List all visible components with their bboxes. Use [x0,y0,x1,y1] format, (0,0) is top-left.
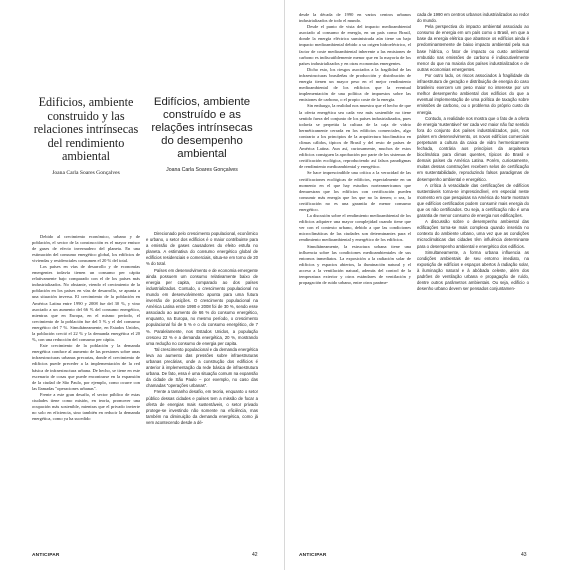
paragraph: Simultaneamente, a forma urbana influencia as condições ambientais de seu entorno imediato, na exposição de edifícios e espaços abertos à radiação solar, à iluminação natural e à abóbada celeste, além dos padrões de ventilação urbana e propagação de ruído, dentre outros parâmetros ambientais. Ou seja, edifício o desenho urbano devem ser pensados conjuntamen- [417,249,529,292]
page-number: 42 [252,552,258,558]
article-title-pt: Edifícios, ambiente construído e as relações intrínsecas do desempenho ambiental [151,96,253,160]
paragraph: Debido al crecimiento económico, urbano y de población, el sector de la construcción es el mayor emisor de gases de efecto invernadero del planeta. En una estimación del consumo energético global, los edificios de viviendas y residenciales consumen el 20 % del total. [32,233,140,263]
author-es: Joana Carla Soares Gonçalves [52,169,120,176]
paragraph: Países em desenvolvimento e de economia emergente ainda possuem um consumo relativamente baixo de energia per capita, comparado ao dos países industrializados. Contudo, o crescimento populacional no mundo em desenvolvimento aponta para uma futura inversão de posições. O crescimento populacional na América Latina entre 1990 e 2008 foi de 30 %, sendo esse associado ao aumento de 66 % do consumo energético, enquanto, na Europa, no mesmo período, o crescimento populacional foi de 5 % e o do consumo energético, de 7 %. Paralelamente, nos Estados Unidos, a população cresceu 22 % e a demanda energética, 20 %, mostrando uma redução no consumo de energia per capita. [146,267,258,346]
paragraph: desde la década de 1990 en varios centros urbanos industrializados de todo el mundo. [299,12,411,24]
paragraph: Dicho esto, los riesgos asociados a la fragilidad de las infraestructuras brasileñas de producción y distribución de energía tienen un mayor peso en el mejor rendimiento medioambiental de los edificios que la eventual implementación de una política de impuestos sobre las emisiones de carbono, o el propio coste de la energía. [299,66,411,103]
paragraph: Simultáneamente, la estructura urbana tiene una influencia sobre las condiciones medioambientales de sus entornos inmediatos. La exposición a la radiación solar de edificios y espacios abiertos, la iluminación natural y el acceso a la ventilación natural, además del control de la temperatura exterior y otros estándares de ventilación y propagación de ruido urbano, entre otros paráme- [299,243,411,286]
footer-brand: ANTICIPAR [299,553,327,558]
paragraph: Tal crescimento populacional e da demanda energética leva ao aumento das pressões sobre infraestruturas urbanas precárias, onde a construção dos edifícios é anterior à implementação da rede básica de infraestrutura urbana. De fato, essa é uma situação comum na expansão da cidade de São Paulo – por exemplo, no caso das chamadas "operações urbanas". [146,346,258,389]
spanish-column [299,12,411,552]
paragraph: Desde el punto de vista del impacto medioambiental asociado al consumo de energía, en un país como Brasil, donde la energía eléctrica suministrada aún tiene un bajo impacto medioambiental debido a su origen hidroeléctrico, el factor de coste medioambiental inherente a las emisiones de carbono es indiscutiblemente menor que en la mayoría de los países industrializados y en otras economías emergentes. [299,24,411,66]
right-page [285,0,570,570]
paragraph: Este crecimiento de la población y la demanda energética conduce al aumento de las presiones sobre unas infraestructuras urbanas precarias, donde el crecimiento de edificios puede preceder a la implementación de la red básica de infraestructura urbana. De hecho, se tiene en este escenario de cosas que puede encontrarse en la expansión de la ciudad de São Paulo, por ejemplo, como ocurre con las llamadas "operaciones urbanas". [32,343,140,391]
paragraph: Frente a tamanho desafio, em teoria, enquanto o setor público dessas cidades e países tem a missão de focar a oferta de energias mais sustentáveis, o setor privado protege-se investindo não somente na eficiência, mas também na diminuição da demanda energética, como já vem acontecendo desde a dé- [146,389,258,425]
paragraph: Direcionado pelo crescimento populacional, econômico e urbano, o setor dos edifícios é o maior contribuinte para a emissão de gases causadores do efeito estufa no planeta. A estimativa do consumo energético global de edifícios residenciais e comerciais, situa-se em torno de 20 % do total. [146,231,258,267]
author-pt: Joana Carla Soares Gonçalves [166,167,238,173]
paragraph: Pela perspectiva do impacto ambiental associado ao consumo de energia em um país como o Brasil, em que a base da energia elétrica que abastece os edifícios ainda é predominantemente de baixo impacto ambiental pela sua base hídrica, o fator de impacto ou custo ambiental embutido nas emissões de carbono é indiscutivelmente menor do que na maioria dos países industrializados e de outras economias emergentes. [417,24,529,72]
paragraph: cada de 1990 em centros urbanos industrializados ao redor do mundo. [417,12,529,24]
footer-brand: ANTICIPAR [32,553,60,558]
paragraph: Frente a este gran desafío, el sector público de estas ciudades tiene como misión, en teoría, promover una ocupación más sostenible, mientras que el privado invierte no solo en eficiencia, sino también en reducir la demanda energética, como ya ha sucedido [32,391,140,422]
portuguese-column [146,92,258,562]
article-title-es: Edificios, ambiente construido y las relaciones intrínsecas del rendimiento ambiental [33,95,139,163]
paragraph: Contudo, a realidade nos mostra que o fato de a oferta de energia 'sustentável' ser cada vez maior não faz sentido fora do conjunto dos países industrializados, pois, nos países em desenvolvimento, os novos edifícios comerciais perpetuam a cultura da caixa de vidro hermeticamente fechada, contrária aos princípios da arquitetura bioclimática para climas quentes, típicos do Brasil e demais países da América Latina. Porém, curiosamente, muitas dessas construções recebem selos de certificação em sustentabilidade, reproduzindo falsos paradigmas de desempenho ambiental e energético. [417,115,529,182]
paragraph: Se hace imprescindible una crítica a la veracidad de las certificaciones ecológicas de edificios, especialmente en un momento en el que hay estudios norteamericanos que demuestran que los edificios con certificación pueden consumir más energía que los que no la tienen; o sea, la certificación no es una garantía de menor consumo energético. [299,170,411,212]
portuguese-column [417,12,529,552]
paragraph: Sin embargo, la realidad nos muestra que el hecho de que la oferta energética sea cada vez más sostenible no tiene sentido fuera del conjunto de los países industrializados, pues todavía se perpetúa la cultura de la caja de vidrio herméticamente cerrada en los edificios comerciales, algo contrario a los principios de la arquitectura bioclimática en climas cálidos, típicos de Brasil y del resto de países de América Latina. Aun así, curiosamente, muchos de estos edificios consiguen la aprobación por parte de los sistemas de certificación ecológica, reproduciendo así falsos paradigmas de rendimiento medioambiental y energético. [299,103,411,170]
spanish-column [32,92,140,562]
page-number: 43 [521,552,527,558]
paragraph: Los países en vías de desarrollo y de economías emergentes todavía tienen un consumo per cápita relativamente bajo comparado con el de los países más industrializados. No obstante, viendo el crecimiento de la población en los países en vías de desarrollo, se apunta a una situación inversa. El crecimiento de la población en América Latina entre 1990 y 2008 fue del 30 %, y vino asociado a un aumento del 66 % del consumo energético, mientras que en Europa, en el mismo período, el crecimiento de la población fue del 5 % y el del consumo energético del 7 %. Simultáneamente, en Estados Unidos, la población creció el 22 % y la demanda energética el 20 %, con una reducción del consumo per cápita. [32,263,140,343]
paragraph: La discusión sobre el rendimiento medioambiental de los edificios adquiere una mayor complejidad cuando tiene que ver con el contexto urbano, debido a que las condiciones microclimáticas de las ciudades son determinantes para el rendimiento medioambiental y energético de los edificios. [299,213,411,243]
paragraph: Por outro lado, os riscos associados à fragilidade da infraestrutura de geração e distribuição de energia do caso brasileiro exercem um peso maior no interesse por um melhor desempenho ambiental dos edifícios do que a eventual implementação de uma política de taxação sobre emissões de carbono, ou o problema do próprio custo da energia. [417,72,529,115]
paragraph: A discussão sobre o desempenho ambiental das edificações torna-se mais complexa quando inserida no contexto do ambiente urbano, uma vez que as condições microclimáticas das cidades têm influência determinante para o desempenho ambiental e energético dos edifícios. [417,219,529,249]
paragraph: A crítica à veracidade das certificações de edifícios sustentáveis torna-se imprescindível, em especial neste momento em que pesquisas na América do Norte mostram que edifícios certificados podem consumir mais energia do que os não certificados. Ou seja, a certificação não é uma garantia de menor consumo de energia nos edificações. [417,182,529,219]
